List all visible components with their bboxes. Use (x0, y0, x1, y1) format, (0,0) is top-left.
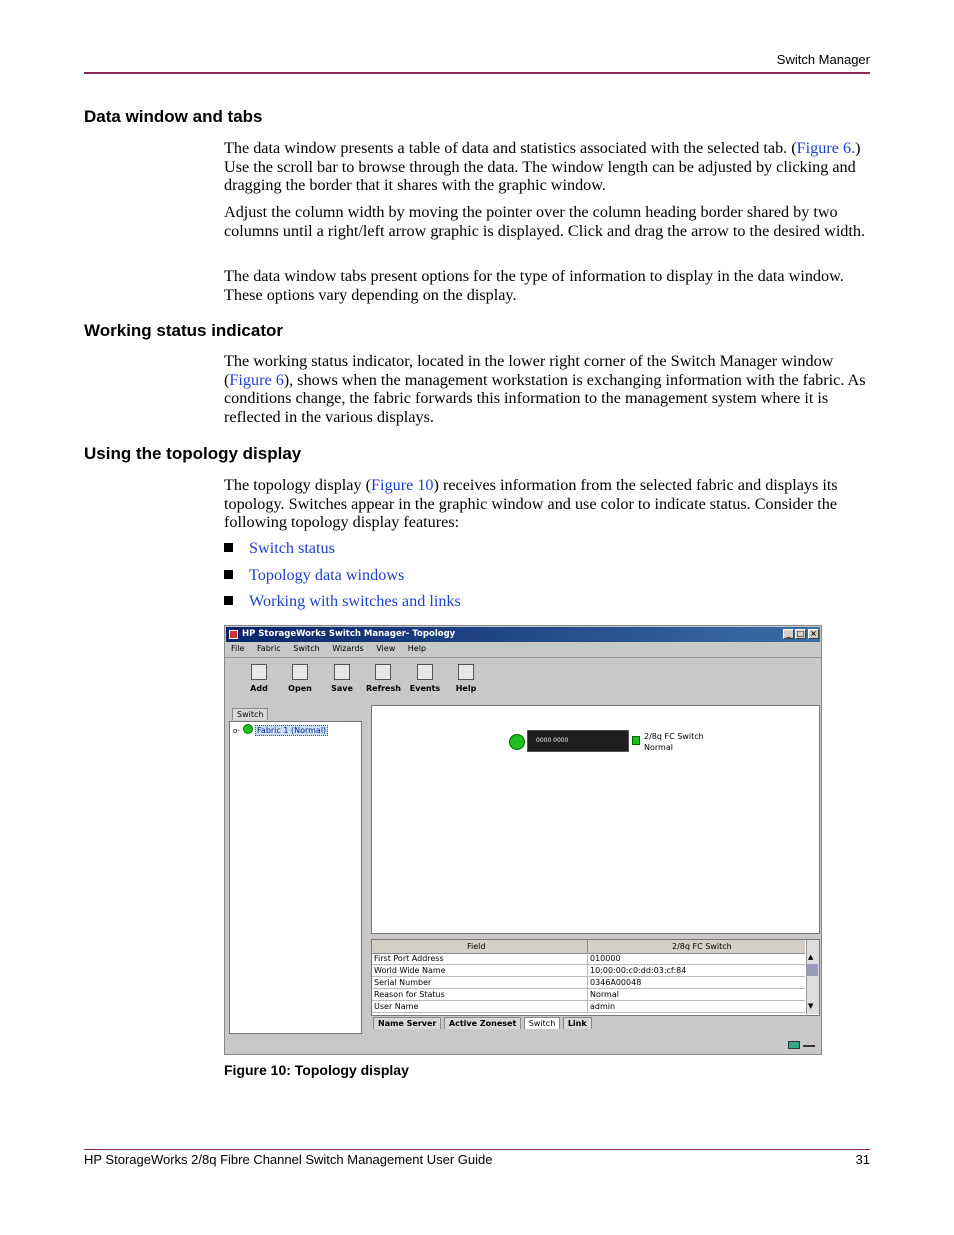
value-cell: admin (590, 1002, 616, 1011)
status-line (803, 1045, 815, 1047)
app-icon (229, 630, 238, 639)
add-button[interactable]: Add (242, 664, 276, 693)
scroll-up-icon[interactable]: ▲ (808, 953, 814, 961)
value-cell: 10:00:00:c0:dd:03:cf:84 (590, 966, 687, 975)
tab-link[interactable]: Link (563, 1017, 592, 1029)
menu-switch[interactable]: Switch (293, 644, 320, 653)
figure-link[interactable]: Figure 10 (371, 476, 434, 494)
value-cell: 0346A00048 (590, 978, 642, 987)
scroll-thumb[interactable] (807, 964, 818, 976)
menu-bar (231, 644, 436, 656)
paragraph: The data window presents a table of data and statistics associated with the selected tab. (Figure 6.) Use the scroll bar to browse through the data. The window length can be adjusted by clicking and dragging the border that it shares with the graphic window. (224, 139, 861, 194)
figure-caption: Figure 10: Topology display (224, 1062, 409, 1078)
help-button[interactable]: Help (449, 664, 483, 693)
field-cell: User Name (374, 1002, 419, 1011)
heading-data-window: Data window and tabs (84, 107, 263, 126)
working-status-icon (788, 1041, 800, 1049)
paragraph: The topology display (Figure 10) receives information from the selected fabric and displays its topology. Switches appear in the graphic window and use color to indicate status. Consider the following topology display features: (224, 476, 838, 531)
bullet-link[interactable]: Working with switches and links (249, 592, 461, 610)
scrollbar[interactable] (806, 940, 819, 1014)
value-cell: 010000 (590, 954, 621, 963)
events-icon (417, 664, 433, 680)
menu-view[interactable]: View (376, 644, 396, 653)
table-row[interactable] (372, 953, 805, 965)
minimize-icon[interactable]: _ (783, 629, 794, 639)
table-row[interactable] (372, 989, 805, 1001)
bullet-item (224, 592, 461, 611)
switch-icon[interactable]: 0000 0000 (527, 730, 629, 752)
window-titlebar: HP StorageWorks Switch Manager- Topology _ □ × (226, 627, 820, 642)
tab-name-server[interactable]: Name Server (373, 1017, 441, 1029)
bullet-item (224, 566, 404, 585)
graphic-window (371, 705, 820, 934)
field-cell: Reason for Status (374, 990, 445, 999)
menu-wizards[interactable]: Wizards (332, 644, 364, 653)
table-row[interactable] (372, 1001, 805, 1013)
bullet-link[interactable]: Topology data windows (249, 566, 405, 584)
paragraph: Adjust the column width by moving the pointer over the column heading border shared by two columns until a right/left arrow graphic is displayed. Click and drag the arrow to the desired width. (224, 203, 866, 240)
switch-status-icon (509, 734, 525, 750)
table-header: Field 2/8q FC Switch (372, 940, 805, 954)
help-icon (458, 664, 474, 680)
open-button[interactable]: Open (283, 664, 317, 693)
data-tabs (373, 1017, 592, 1029)
tab-switch[interactable]: Switch (232, 708, 268, 720)
open-icon (292, 664, 308, 680)
footer-rule (84, 1149, 870, 1150)
maximize-icon[interactable]: □ (796, 629, 805, 638)
bullet-link[interactable]: Switch status (249, 539, 335, 557)
tree-item-fabric[interactable]: o- Fabric 1 (Normal) (233, 726, 327, 735)
save-icon (334, 664, 350, 680)
value-cell: Normal (590, 990, 619, 999)
heading-topology-display: Using the topology display (84, 444, 302, 463)
events-button[interactable]: Events (408, 664, 442, 693)
fabric-tree (229, 721, 362, 1034)
paragraph: The data window tabs present options for the type of information to display in the data window. These options vary depending on the display. (224, 267, 844, 304)
table-row[interactable] (372, 965, 805, 977)
switch-label: 2/8q FC Switch Normal (644, 732, 704, 752)
status-green-icon (243, 724, 253, 734)
field-cell: First Port Address (374, 954, 444, 963)
refresh-button[interactable]: Refresh (366, 664, 400, 693)
field-cell: World Wide Name (374, 966, 446, 975)
running-header: Switch Manager (776, 52, 870, 67)
figure-link[interactable]: Figure 6. (796, 139, 856, 157)
table-row[interactable] (372, 977, 805, 989)
topology-screenshot (224, 625, 822, 1055)
port-status-icon (632, 736, 640, 745)
save-button[interactable]: Save (325, 664, 359, 693)
menu-fabric[interactable]: Fabric (256, 644, 281, 653)
tab-active-zoneset[interactable]: Active Zoneset (444, 1017, 521, 1029)
close-icon[interactable]: × (808, 629, 819, 639)
menu-help[interactable]: Help (407, 644, 427, 653)
header-rule (84, 72, 870, 74)
scroll-down-icon[interactable]: ▼ (808, 1002, 814, 1010)
bullet-item (224, 539, 335, 558)
add-icon (251, 664, 267, 680)
figure-link[interactable]: Figure 6 (229, 370, 284, 389)
page-number: 31 (855, 1152, 870, 1167)
expand-icon[interactable]: o- (233, 727, 240, 735)
refresh-icon (375, 664, 391, 680)
heading-working-status: Working status indicator (84, 321, 283, 340)
paragraph: The working status indicator, located in the lower right corner of the Switch Manager window (Figure 6), shows when the management workstation is exchanging information with the fabric. As conditions change, the fabric forwards this information to the management system where it is reflected in the various displays. (224, 352, 866, 426)
table-body (372, 953, 805, 1013)
footer-title: HP StorageWorks 2/8q Fibre Channel Switch Management User Guide (84, 1152, 493, 1167)
data-table (371, 939, 820, 1016)
menu-file[interactable]: File (231, 644, 245, 653)
field-cell: Serial Number (374, 978, 432, 987)
tab-switch-data[interactable]: Switch (524, 1017, 560, 1029)
